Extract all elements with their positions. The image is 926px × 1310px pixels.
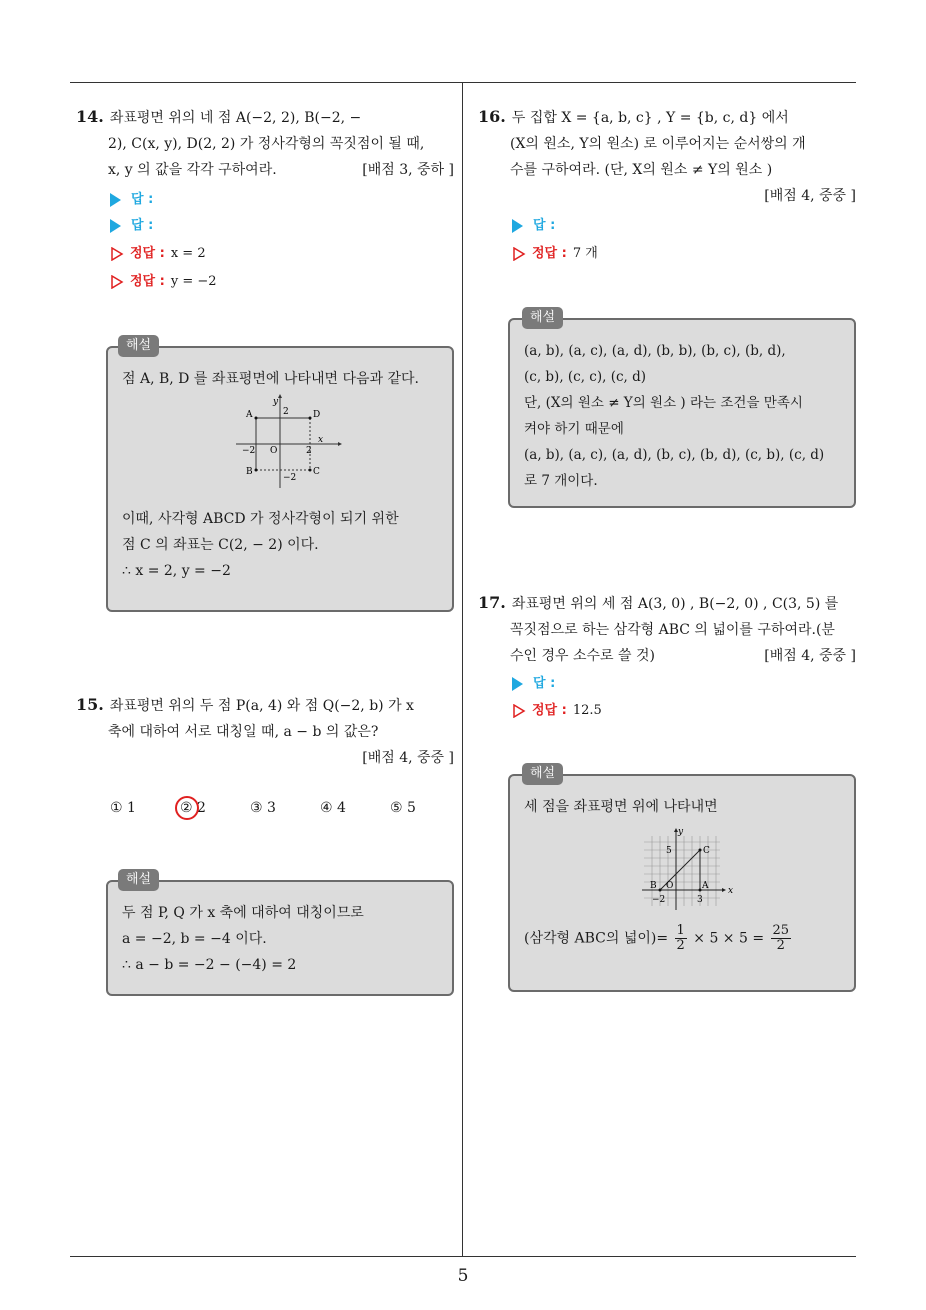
explanation-text: 단, (X의 원소 ≠ Y의 원소 ) 라는 조건을 만족시 <box>524 395 803 411</box>
correct-answer: 정답 : y = −2 <box>110 272 217 292</box>
question-16 <box>478 104 856 209</box>
y-axis-label: y <box>678 828 684 837</box>
explanation-text: 점 A, B, D 를 좌표평면에 나타내면 다음과 같다. <box>122 371 419 387</box>
explanation-text: a = −2, b = −4 이다. <box>122 931 267 947</box>
question-number: 16. <box>478 107 506 126</box>
explanation-text: (a, b), (a, c), (a, d), (b, b), (b, c), (b, d), <box>524 343 786 359</box>
tick-label: −2 <box>652 895 666 905</box>
correct-answer: 정답 : x = 2 <box>110 244 206 264</box>
point-d-label: D <box>313 410 321 420</box>
question-text-line: 수인 경우 소수로 쓸 것) <box>510 648 655 664</box>
answer-line: 답 : <box>110 216 153 236</box>
choice-5[interactable]: ⑤ 5 <box>390 800 416 816</box>
question-text-line: x, y 의 값을 각각 구하여라. <box>108 162 277 178</box>
explanation-text: 로 7 개이다. <box>524 473 598 489</box>
explanation-text: 두 점 P, Q 가 x 축에 대하여 대칭이므로 <box>122 905 364 921</box>
answer-arrow-icon <box>512 219 523 233</box>
explanation-box <box>508 318 856 508</box>
x-axis-label: x <box>728 886 734 896</box>
explanation-text: 이때, 사각형 ABCD 가 정사각형이 되기 위한 <box>122 511 399 527</box>
question-text-line: 좌표평면 위의 세 점 A(3, 0) , B(−2, 0) , C(3, 5) 를 <box>511 596 839 612</box>
x-axis-label: x <box>318 435 324 445</box>
top-rule <box>70 82 856 83</box>
coordinate-figure <box>640 828 740 914</box>
correct-answer: 정답 : 7 개 <box>512 244 598 264</box>
choice-list <box>110 800 450 820</box>
explanation-tag: 해설 <box>118 869 159 891</box>
choice-2[interactable]: ② 2 <box>180 800 206 816</box>
point-a-label: A <box>246 410 253 420</box>
question-17 <box>478 590 856 669</box>
tick-label: 2 <box>283 407 289 417</box>
point-b-label: B <box>650 881 657 891</box>
question-text-line: 축에 대하여 서로 대칭일 때, a − b 의 값은? <box>108 724 379 740</box>
explanation-text: 세 점을 좌표평면 위에 나타내면 <box>524 799 718 815</box>
question-text-line: 수를 구하여라. (단, X의 원소 ≠ Y의 원소 ) <box>510 162 773 178</box>
column-divider <box>462 82 463 1257</box>
explanation-tag: 해설 <box>118 335 159 357</box>
question-text-line: 2), C(x, y), D(2, 2) 가 정사각형의 꼭짓점이 될 때, <box>108 136 425 152</box>
question-number: 17. <box>478 593 506 612</box>
explanation-text: ∴ a − b = −2 − (−4) = 2 <box>122 957 297 973</box>
answer-line: 답 : <box>512 216 555 236</box>
correct-arrow-icon <box>512 704 526 718</box>
tick-label: 3 <box>697 895 703 905</box>
explanation-text: ∴ x = 2, y = −2 <box>122 563 231 579</box>
explanation-text: 점 C 의 좌표는 C(2, − 2) 이다. <box>122 537 319 553</box>
question-text-line: 좌표평면 위의 네 점 A(−2, 2), B(−2, − <box>109 110 362 126</box>
bottom-rule <box>70 1256 856 1257</box>
question-number: 14. <box>76 107 104 126</box>
question-14 <box>76 104 454 183</box>
explanation-formula: (삼각형 ABC의 넓이)= $\frac{1}{2}$ × 5 × 5 = $\frac{25}{2}$ <box>524 923 790 953</box>
point-b-label: B <box>246 467 253 477</box>
fraction: $\frac{25}{2}$ <box>772 923 790 953</box>
tick-label: 2 <box>306 446 312 456</box>
point-c-label: C <box>313 467 320 477</box>
explanation-box <box>106 880 454 996</box>
question-number: 15. <box>76 695 104 714</box>
question-text-line: 꼭짓점으로 하는 삼각형 ABC 의 넓이를 구하여라.(분 <box>510 622 835 638</box>
score-meta: [배점 3, 중하 ] <box>362 162 454 178</box>
question-text-line: 두 집합 X = {a, b, c} , Y = {b, c, d} 에서 <box>511 110 789 126</box>
correct-arrow-icon <box>110 247 124 261</box>
coordinate-figure <box>234 394 354 490</box>
selected-circle-mark <box>173 793 203 823</box>
correct-answer: 정답 : 12.5 <box>512 701 602 721</box>
explanation-box <box>106 346 454 612</box>
y-axis-label: y <box>273 397 279 407</box>
explanation-tag: 해설 <box>522 307 563 329</box>
answer-line: 답 : <box>110 190 153 210</box>
answer-arrow-icon <box>110 219 121 233</box>
question-15 <box>76 692 454 771</box>
explanation-box <box>508 774 856 992</box>
explanation-text: (a, b), (a, c), (a, d), (b, c), (b, d), (c, b), (c, d) <box>524 447 825 463</box>
tick-label: −2 <box>242 446 256 456</box>
correct-arrow-icon <box>110 275 124 289</box>
tick-label: 5 <box>666 846 672 856</box>
explanation-text: (c, b), (c, c), (c, d) <box>524 369 647 385</box>
choice-4[interactable]: ④ 4 <box>320 800 346 816</box>
choice-1[interactable]: ① 1 <box>110 800 136 816</box>
question-text-line: 좌표평면 위의 두 점 P(a, 4) 와 점 Q(−2, b) 가 x <box>109 698 414 714</box>
answer-line: 답 : <box>512 674 555 694</box>
point-a-label: A <box>702 881 709 891</box>
point-c-label: C <box>703 846 710 856</box>
choice-3[interactable]: ③ 3 <box>250 800 276 816</box>
explanation-tag: 해설 <box>522 763 563 785</box>
score-meta: [배점 4, 중중 ] <box>764 188 856 204</box>
question-text-line: (X의 원소, Y의 원소) 로 이루어지는 순서쌍의 개 <box>510 136 806 152</box>
correct-arrow-icon <box>512 247 526 261</box>
score-meta: [배점 4, 중중 ] <box>764 648 856 664</box>
origin-label: O <box>666 881 674 891</box>
tick-label: −2 <box>283 473 297 483</box>
score-meta: [배점 4, 중중 ] <box>362 750 454 766</box>
explanation-text: 켜야 하기 때문에 <box>524 421 624 437</box>
answer-arrow-icon <box>512 677 523 691</box>
fraction: $\frac{1}{2}$ <box>676 923 685 953</box>
answer-arrow-icon <box>110 193 121 207</box>
page-number: 5 <box>457 1266 469 1286</box>
origin-label: O <box>270 446 278 456</box>
